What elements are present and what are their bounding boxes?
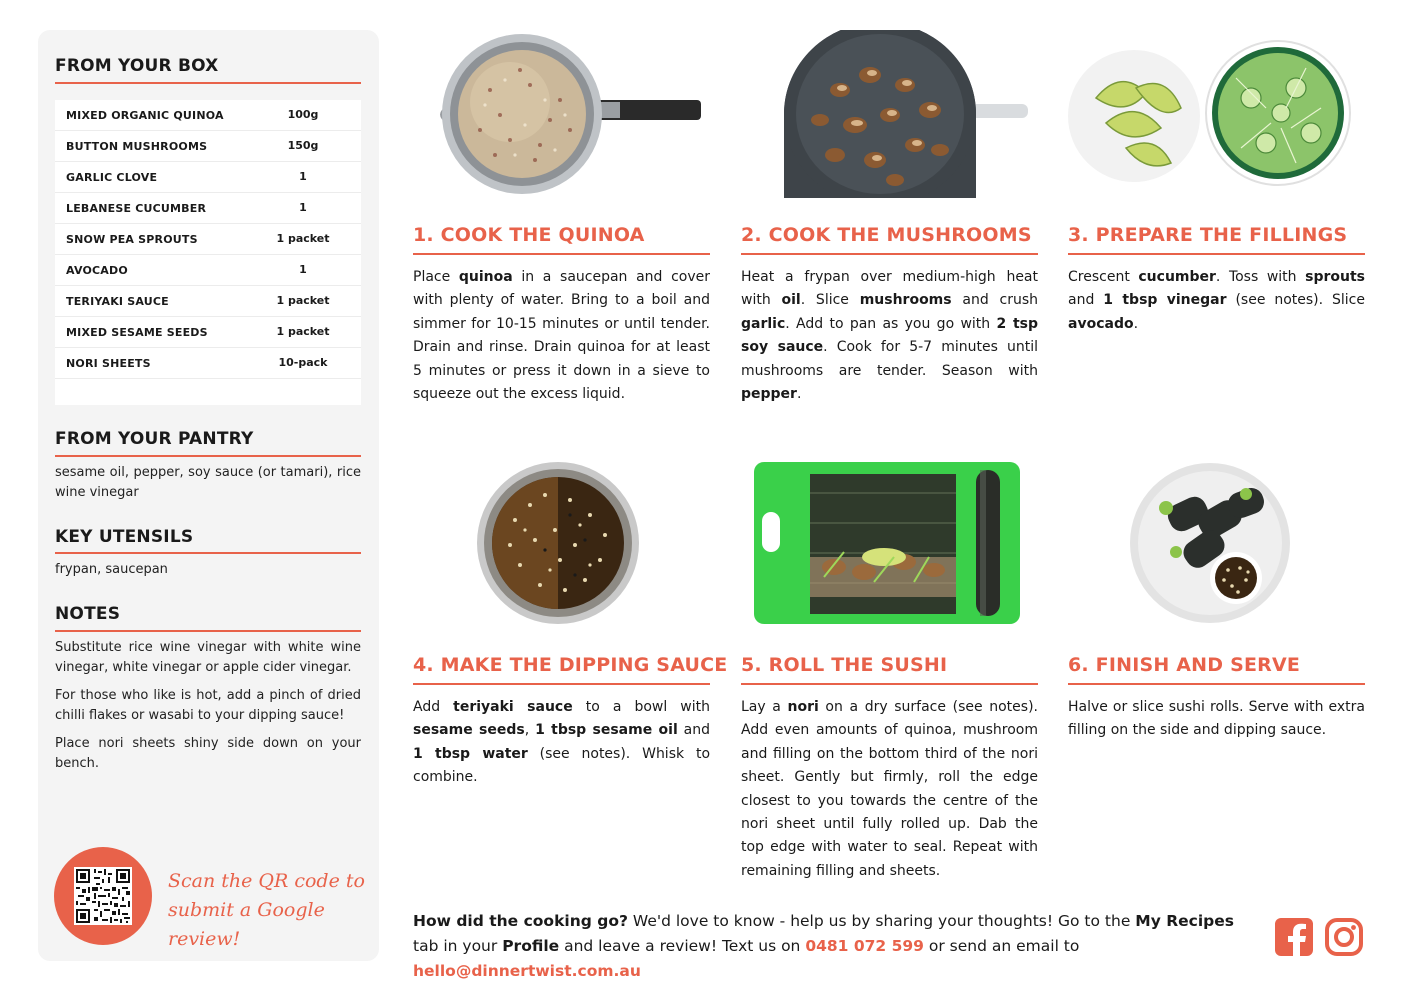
step-text-run: . Toss with (1215, 269, 1306, 285)
ingredient-name: NORI SHEETS (66, 357, 151, 370)
step-2-title: 2. COOK THE MUSHROOMS (741, 224, 1032, 246)
step-text-run: (see notes). Whisk to combine. (413, 745, 711, 786)
step-text-run: Heat a frypan over medium-high heat with (741, 269, 1038, 309)
step-text-bold: mushrooms (859, 292, 952, 309)
step-text-run: Lay a (741, 699, 788, 715)
ingredient-qty: 1 (299, 170, 307, 183)
pantry-text: sesame oil, pepper, soy sauce (or tamari), rice wine vinegar (55, 465, 361, 500)
footer-text-run: Profile (502, 937, 560, 955)
sushi-rolling-board-photo (754, 462, 1020, 624)
step-text-run: . Slice (800, 292, 860, 309)
step-text-bold: 2 tsp soy sauce (741, 315, 1038, 356)
step-text-run: (see notes). Slice (1226, 292, 1365, 309)
ingredient-qty: 1 packet (276, 325, 330, 338)
ingredient-qty: 150g (287, 139, 319, 152)
mushroom-frypan-photo (780, 30, 1030, 198)
step-text-bold: nori (787, 699, 819, 715)
step-1-text (413, 266, 710, 406)
step-4-text (413, 696, 710, 790)
step-text-bold: quinoa (458, 269, 513, 285)
pantry-heading-rule (55, 455, 361, 457)
step-text-run: Crescent (1068, 269, 1139, 285)
table-row (55, 348, 361, 379)
step-5-rule (741, 683, 1038, 685)
qr-code-icon[interactable] (74, 867, 132, 925)
ingredient-qty: 1 (299, 201, 307, 214)
qr-caption-line1: Scan the QR code to (168, 870, 365, 892)
box-heading: FROM YOUR BOX (55, 56, 219, 76)
step-text-run: Halve or slice sushi rolls. Serve with extra filling on the side and dipping sauce. (1068, 699, 1365, 739)
step-text-run: . Add to pan as you go with (785, 315, 997, 332)
step-3-rule (1068, 253, 1365, 255)
note-item: Place nori sheets shiny side down on your bench. (55, 736, 361, 771)
ingredient-name: LEBANESE CUCUMBER (66, 202, 207, 215)
step-text-run: . (1133, 315, 1139, 332)
ingredient-qty: 1 packet (276, 232, 330, 245)
step-3-text (1068, 266, 1365, 336)
step-3-title: 3. PREPARE THE FILLINGS (1068, 224, 1348, 246)
utensils-heading: KEY UTENSILS (55, 527, 194, 547)
utensils-heading-rule (55, 552, 361, 554)
ingredients-sidebar (38, 30, 379, 961)
step-text-bold: teriyaki sauce (453, 699, 573, 715)
step-text-bold: sesame seeds (413, 722, 525, 739)
step-text-run: in a saucepan and cover with plenty of water. Bring to a boil and simmer for 10-15 minutes or until tender. Drain and rinse. Drain quinoa for at least 5 minutes or press it down in a sieve to squeeze out the excess liquid. (413, 269, 711, 403)
table-row (55, 224, 361, 255)
step-text-run: . (796, 386, 802, 403)
footer-text-run: and leave a review! Text us on (559, 937, 806, 955)
contact-link[interactable]: hello@dinnertwist.com.au (413, 962, 641, 980)
step-text-run: to a bowl with (572, 699, 710, 715)
ingredient-name: BUTTON MUSHROOMS (66, 140, 208, 153)
footer-text-run: We'd love to know - help us by sharing your thoughts! Go to the (627, 912, 1136, 930)
contact-link[interactable]: 0481 072 599 (805, 937, 924, 955)
step-text-run: and crush (951, 292, 1038, 309)
step-text-run: and (1068, 292, 1104, 309)
table-row (55, 162, 361, 193)
ingredient-name: MIXED ORGANIC QUINOA (66, 109, 224, 122)
step-6-title: 6. FINISH AND SERVE (1068, 654, 1301, 676)
qr-badge[interactable] (54, 847, 152, 945)
box-ingredient-table (55, 100, 361, 405)
step-4-rule (413, 683, 710, 685)
step-text-run: , (524, 722, 536, 739)
step-text-bold: sprouts (1305, 269, 1365, 285)
step-text-run: Place (413, 269, 459, 285)
table-row (55, 286, 361, 317)
step-6-rule (1068, 683, 1365, 685)
ingredient-name: MIXED SESAME SEEDS (66, 326, 208, 339)
step-5-text (741, 696, 1038, 883)
step-text-run: Add (413, 699, 454, 715)
step-text-bold: avocado (1068, 315, 1134, 332)
step-text-run: and (677, 722, 711, 739)
step-text-bold: 1 tbsp sesame oil (535, 722, 678, 739)
footer-text-run: tab in your (413, 937, 503, 955)
qr-caption (168, 867, 368, 954)
fillings-plates-photo (1066, 38, 1356, 188)
ingredient-qty: 1 packet (276, 294, 330, 307)
step-text-bold: oil (781, 292, 801, 309)
step-5-title: 5. ROLL THE SUSHI (741, 654, 948, 676)
ingredient-name: AVOCADO (66, 264, 128, 277)
qr-caption-line2: submit a Google review! (168, 899, 325, 950)
ingredient-name: GARLIC CLOVE (66, 171, 158, 184)
step-text-bold: 1 tbsp water (413, 745, 528, 762)
footer-text-run: My Recipes (1135, 912, 1234, 930)
step-text-bold: pepper (741, 386, 797, 403)
box-heading-rule (55, 82, 361, 84)
notes-heading: NOTES (55, 604, 121, 624)
dipping-sauce-bowl-photo (475, 460, 641, 626)
step-1-rule (413, 253, 710, 255)
notes-heading-rule (55, 630, 361, 632)
table-row (55, 100, 361, 131)
review-footer-text (413, 909, 1263, 984)
step-text-bold: 1 tbsp vinegar (1103, 292, 1227, 309)
utensils-text: frypan, saucepan (55, 562, 168, 577)
quinoa-saucepan-photo (440, 30, 702, 198)
pantry-heading: FROM YOUR PANTRY (55, 429, 254, 449)
table-row (55, 131, 361, 162)
step-1-title: 1. COOK THE QUINOA (413, 224, 645, 246)
step-text-bold: cucumber (1138, 269, 1216, 285)
step-2-rule (741, 253, 1038, 255)
step-6-text (1068, 696, 1365, 743)
note-item: For those who like is hot, add a pinch of dried chilli flakes or wasabi to your dipping sauce! (55, 688, 361, 723)
ingredient-qty: 1 (299, 263, 307, 276)
table-row (55, 193, 361, 224)
table-row (55, 255, 361, 286)
step-2-text (741, 266, 1038, 406)
instagram-icon[interactable] (1325, 918, 1363, 956)
ingredient-qty: 10-pack (278, 356, 328, 369)
table-row (55, 317, 361, 348)
step-text-bold: garlic (741, 315, 786, 332)
facebook-icon[interactable] (1275, 918, 1313, 956)
ingredient-name: SNOW PEA SPROUTS (66, 233, 198, 246)
ingredient-name: TERIYAKI SAUCE (66, 295, 169, 308)
finished-sushi-plate-photo (1128, 460, 1292, 626)
step-text-run: . Cook for 5-7 minutes until mushrooms are tender. Season with (741, 339, 1038, 379)
footer-text-run: or send an email to (923, 937, 1080, 955)
footer-text-run: How did the cooking go? (413, 912, 628, 930)
ingredient-qty: 100g (287, 108, 319, 121)
step-text-run: on a dry surface (see notes). Add even amounts of quinoa, mushroom and filling on the bottom third of the nori sheet. Gently but firmly, roll the edge closest to you towards the centre of the nori sheet until fully rolled up. Dab the top edge with water to seal. Repeat with remaining filling and sheets. (741, 699, 1038, 879)
note-item: Substitute rice wine vinegar with white wine vinegar, white vinegar or apple cider vinegar. (55, 640, 361, 675)
step-4-title: 4. MAKE THE DIPPING SAUCE (413, 654, 728, 676)
